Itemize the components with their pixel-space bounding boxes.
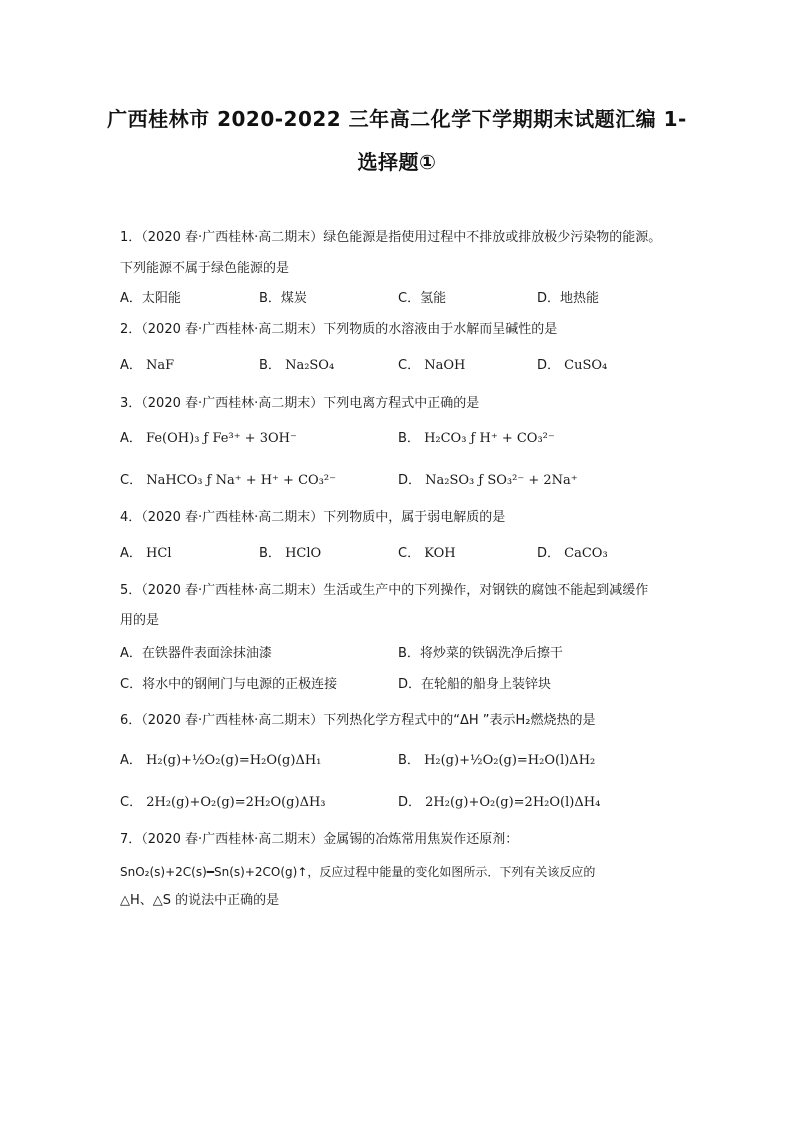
- option-letter: D．: [537, 358, 561, 373]
- question-6-option-b: [398, 752, 595, 770]
- option-letter: D．: [537, 546, 561, 561]
- question-2-option-a: [120, 357, 174, 375]
- option-equation: 2H₂(g)+O₂(g)=2H₂O(l)ΔH₄: [425, 795, 601, 810]
- question-2-option-d: [537, 357, 607, 375]
- option-formula: KOH: [424, 546, 456, 561]
- option-formula: H₂CO₃ ƒ H⁺ + CO₃²⁻: [424, 431, 555, 446]
- option-formula: NaOH: [424, 358, 466, 373]
- question-5-option-c: C．将水中的钢闸门与电源的正极连接: [120, 677, 338, 692]
- question-1-stem-line2: 下列能源不属于绿色能源的是: [120, 261, 290, 276]
- question-7-stem-line2: SnO₂(s)+2C(s)━Sn(s)+2CO(g)↑，反应过程中能量的变化如图所示．下列有关该反应的: [120, 865, 596, 879]
- question-5-stem-line2: 用的是: [120, 613, 160, 628]
- option-formula: NaF: [146, 358, 175, 373]
- page-title-line1: 广西桂林市 2020-2022 三年高二化学下学期期末试题汇编 1-: [107, 107, 687, 131]
- question-4-option-c: [398, 545, 456, 563]
- question-5-stem-line1: 5．（2020 春·广西桂林·高二期末）生活或生产中的下列操作，对钢铁的腐蚀不能起到减缓作: [120, 583, 649, 598]
- question-6-stem: 6．（2020 春·广西桂林·高二期末）下列热化学方程式中的“ΔH ”表示H₂燃烧热的是: [120, 713, 596, 728]
- option-letter: C．: [398, 546, 421, 561]
- question-3-option-c: [120, 472, 336, 490]
- option-formula: CaCO₃: [564, 546, 608, 561]
- question-6-option-d: [398, 794, 600, 812]
- option-letter: B．: [398, 431, 420, 446]
- option-letter: C．: [120, 795, 143, 810]
- question-3-option-a: [120, 430, 297, 448]
- option-letter: C．: [120, 473, 143, 488]
- option-letter: A．: [120, 431, 142, 446]
- option-letter: A．: [120, 753, 142, 768]
- question-2-stem: 2．（2020 春·广西桂林·高二期末）下列物质的水溶液由于水解而呈碱性的是: [120, 322, 558, 337]
- question-4-option-d: [537, 545, 608, 563]
- option-letter: D．: [398, 473, 422, 488]
- question-1-stem-line1: 1．（2020 春·广西桂林·高二期末）绿色能源是指使用过程中不排放或排放极少污染物的能源。: [120, 230, 662, 245]
- page-title-line2: 选择题①: [357, 150, 437, 174]
- option-letter: B．: [259, 546, 281, 561]
- question-5-option-a: A．在铁器件表面涂抹油漆: [120, 646, 272, 661]
- question-3-stem: 3．（2020 春·广西桂林·高二期末）下列电离方程式中正确的是: [120, 396, 480, 411]
- question-4-stem: 4．（2020 春·广西桂林·高二期末）下列物质中，属于弱电解质的是: [120, 510, 506, 525]
- question-3-option-d: [398, 472, 578, 490]
- question-7-stem-line3: △H、△S 的说法中正确的是: [120, 893, 280, 908]
- question-5-option-d: D．在轮船的船身上装锌块: [398, 677, 552, 692]
- option-equation: H₂(g)+½O₂(g)=H₂O(g)ΔH₁: [146, 753, 322, 768]
- option-formula: HCl: [146, 546, 172, 561]
- option-letter: D．: [398, 795, 422, 810]
- option-equation: H₂(g)+½O₂(g)=H₂O(l)ΔH₂: [424, 753, 596, 768]
- option-formula: NaHCO₃ ƒ Na⁺ + H⁺ + CO₃²⁻: [146, 473, 336, 488]
- question-1-option-b: B．煤炭: [259, 291, 307, 306]
- question-7-stem-line1: 7．（2020 春·广西桂林·高二期末）金属锡的冶炼常用焦炭作还原剂：: [120, 832, 519, 847]
- question-1-option-d: D．地热能: [537, 291, 600, 306]
- question-1-option-a: A．太阳能: [120, 291, 181, 306]
- question-4-option-a: [120, 545, 172, 563]
- question-2-option-c: [398, 357, 465, 375]
- question-3-option-b: [398, 430, 555, 448]
- question-4-option-b: [259, 545, 321, 563]
- question-1-option-c: C．氢能: [398, 291, 447, 306]
- option-letter: A．: [120, 546, 142, 561]
- option-formula: HClO: [285, 546, 322, 561]
- question-5-option-b: B．将炒菜的铁锅洗净后擦干: [398, 646, 563, 661]
- option-equation: 2H₂(g)+O₂(g)=2H₂O(g)ΔH₃: [146, 795, 326, 810]
- question-6-option-c: [120, 794, 326, 812]
- option-letter: C．: [398, 358, 421, 373]
- option-letter: B．: [259, 358, 281, 373]
- option-letter: A．: [120, 358, 142, 373]
- option-formula: Na₂SO₃ ƒ SO₃²⁻ + 2Na⁺: [425, 473, 578, 488]
- option-formula: CuSO₄: [564, 358, 608, 373]
- question-6-option-a: [120, 752, 321, 770]
- option-formula: Na₂SO₄: [285, 358, 335, 373]
- option-letter: B．: [398, 753, 420, 768]
- option-formula: Fe(OH)₃ ƒ Fe³⁺ + 3OH⁻: [146, 431, 297, 446]
- question-2-option-b: [259, 357, 334, 375]
